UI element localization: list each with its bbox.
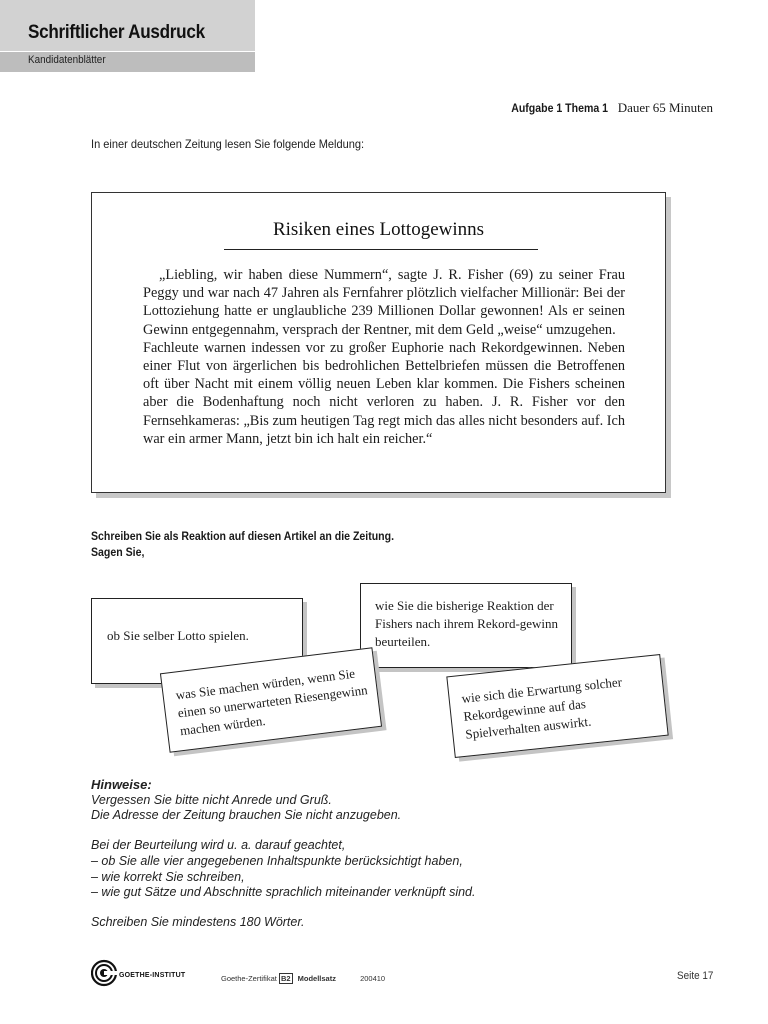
- card-text: wie Sie die bisherige Reaktion der Fishers nach ihrem Rekord-gewinn beurteilen.: [375, 598, 559, 649]
- instruction-line: Schreiben Sie als Reaktion auf diesen Artikel an die Zeitung.: [91, 529, 395, 543]
- content-point-card: [446, 654, 668, 758]
- title-underline: [224, 249, 538, 250]
- cert-name: Goethe-Zertifikat: [221, 974, 277, 983]
- spacer: [91, 901, 475, 915]
- instructions: [91, 528, 394, 560]
- logo-text: GOETHE-INSTITUT: [119, 972, 186, 979]
- note-line: Bei der Beurteilung wird u. a. darauf geachtet,: [91, 838, 346, 853]
- modellsatz-label: Modellsatz: [297, 974, 336, 983]
- card-text: ob Sie selber Lotto spielen.: [107, 628, 249, 643]
- page-number: Seite 17: [676, 970, 713, 982]
- note-line: – ob Sie alle vier angegebenen Inhaltspunkte berücksichtigt haben,: [91, 853, 463, 868]
- footer-code: 200410: [360, 974, 386, 983]
- intro-text: In einer deutschen Zeitung lesen Sie folgende Meldung:: [91, 137, 365, 151]
- goethe-logo-icon: [91, 958, 121, 988]
- header-block: [0, 0, 255, 72]
- task-line: [498, 100, 713, 116]
- footer-cert: [221, 973, 385, 984]
- note-line: – wie korrekt Sie schreiben,: [91, 869, 245, 884]
- card-text: wie sich die Erwartung solcher Rekordgewinne auf das Spielverhalten auswirkt.: [460, 674, 623, 742]
- page-subtitle: Kandidatenblätter: [28, 54, 106, 66]
- notes-heading: Hinweise:: [91, 777, 152, 792]
- card-text: was Sie machen würden, wenn Sie einen so unerwarteten Riesengewinn machen würden.: [174, 665, 369, 739]
- article-paragraph: „Liebling, wir haben diese Nummern“, sagte J. R. Fisher (69) zu seiner Frau Peggy und war nach 47 Jahren als Fernfahrer plötzlich vielfacher Millionär: Bei der Lottoziehung hatte er unglaubliche 239 Millionen Dollar gewonnen! Als er seinen Gewinn entgegennahm, versprach der Rentner, mit dem Geld „weise“ umzugehen.: [143, 267, 625, 338]
- spacer: [91, 824, 475, 838]
- note-line: Schreiben Sie mindestens 180 Wörter.: [91, 914, 305, 929]
- level-badge: B2: [280, 974, 291, 983]
- footer: [91, 958, 713, 988]
- note-line: – wie gut Sätze und Abschnitte sprachlich miteinander verknüpft sind.: [91, 885, 476, 900]
- article-box: [91, 192, 666, 493]
- page-title: Schriftlicher Ausdruck: [28, 22, 205, 43]
- content-point-card: [360, 583, 572, 668]
- instruction-line: Sagen Sie,: [91, 545, 145, 559]
- article-title: Risiken eines Lottogewinns: [272, 219, 485, 240]
- notes-section: [91, 777, 475, 931]
- article-body: [143, 266, 625, 448]
- task-label: Aufgabe 1 Thema 1: [510, 101, 608, 115]
- note-line: Vergessen Sie bitte nicht Anrede und Gruß.: [91, 792, 332, 807]
- article-paragraph: Fachleute warnen indessen vor zu großer Euphorie nach Rekordgewinnen. Neben einer Flut von ärgerlichen bis bedrohlichen Bettelbriefen müssen die Betroffenen oft über Nacht mit einem völlig neuen Leben klar kommen. Die Fishers scheinen aber die Bodenhaftung noch nicht verloren zu haben. J. R. Fisher vor den Fernsehkameras: „Bis zum heutigen Tag regt mich das alles nicht besonders auf. Ich war ein armer Mann, jetzt bin ich halt ein reicher.“: [143, 339, 625, 447]
- task-duration: Dauer 65 Minuten: [617, 100, 713, 115]
- note-line: Die Adresse der Zeitung brauchen Sie nicht anzugeben.: [91, 808, 402, 823]
